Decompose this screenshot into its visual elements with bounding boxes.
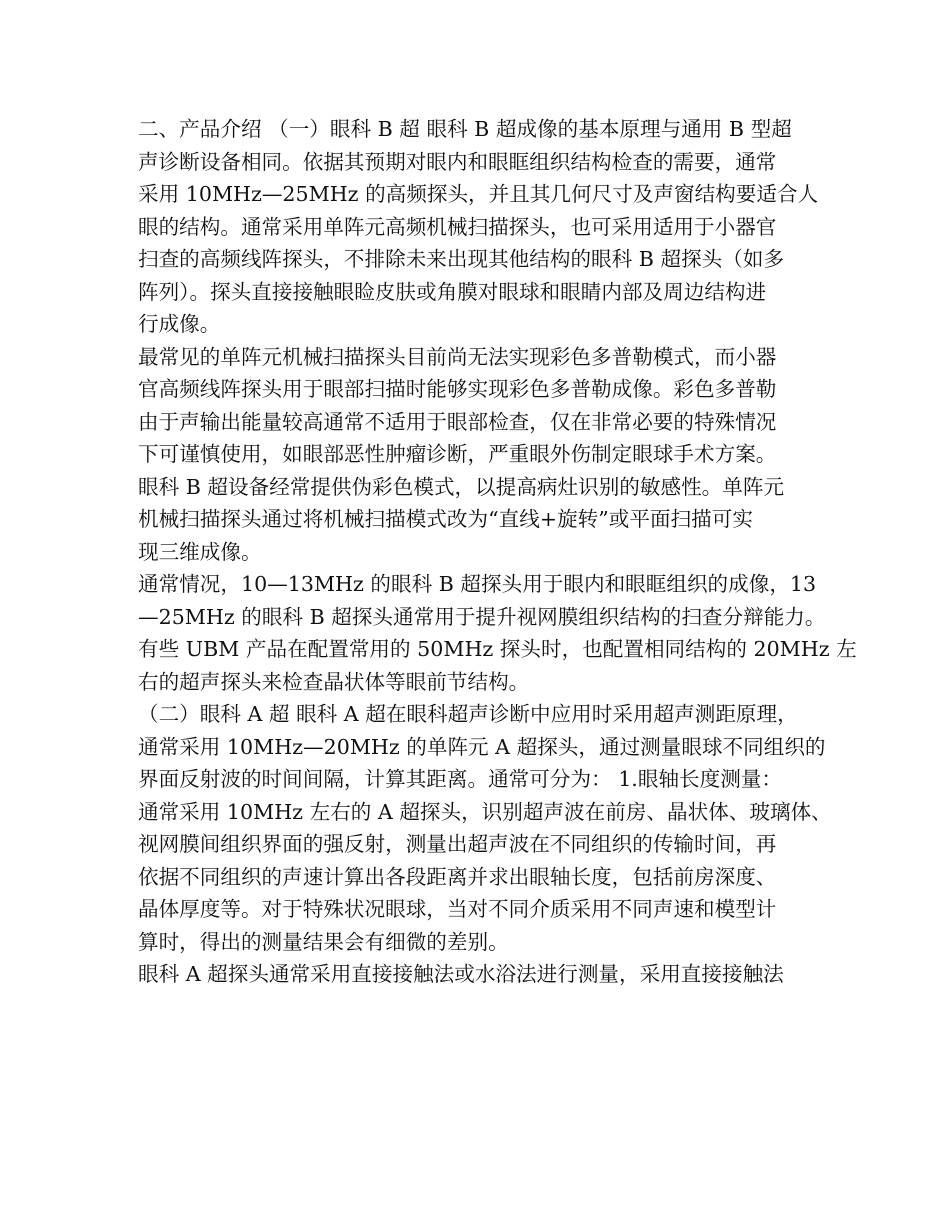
text-line: 眼的结构。通常采用单阵元高频机械扫描探头，也可采用适用于小器官 xyxy=(138,214,777,239)
text-line: 由于声输出能量较高通常不适用于眼部检查，仅在非常必要的特殊情况 xyxy=(138,409,777,434)
text-line: 界面反射波的时间间隔，计算其距离。通常可分为： 1.眼轴长度测量： xyxy=(138,767,783,791)
text-line: 依据不同组织的声速计算出各段距离并求出眼轴长度，包括前房深度、 xyxy=(138,864,777,889)
text-line: 声诊断设备相同。依据其预期对眼内和眼眶组织结构检查的需要，通常 xyxy=(138,149,777,174)
text-line: 行成像。 xyxy=(138,312,221,336)
text-line: 晶体厚度等。对于特殊状况眼球，当对不同介质采用不同声速和模型计 xyxy=(138,897,777,921)
text-line: 阵列）。探头直接接触眼睑皮肤或角膜对眼球和眼睛内部及周边结构进 xyxy=(138,279,767,304)
text-line: 官高频线阵探头用于眼部扫描时能够实现彩色多普勒成像。彩色多普勒 xyxy=(138,377,777,401)
text-line: 通常采用 10MHz 左右的 A 超探头，识别超声波在前房、晶状体、玻璃体、 xyxy=(138,799,832,824)
text-line: 右的超声探头来检查晶状体等眼前节结构。 xyxy=(138,669,530,694)
text-line: 机械扫描探头通过将机械扫描模式改为“直线+旋转”或平面扫描可实 xyxy=(138,507,753,531)
text-line: 有些 UBM 产品在配置常用的 50MHz 探头时，也配置相同结构的 20MHz 左 xyxy=(138,637,857,661)
text-line: 通常情况，10—13MHz 的眼科 B 超探头用于眼内和眼眶组织的成像，13 xyxy=(138,572,817,596)
text-line: 算时，得出的测量结果会有细微的差别。 xyxy=(138,929,509,954)
text-line: 通常采用 10MHz—20MHz 的单阵元 A 超探头，通过测量眼球不同组织的 xyxy=(138,734,826,759)
text-line: 扫查的高频线阵探头，不排除未来出现其他结构的眼科 B 超探头（如多 xyxy=(138,247,785,271)
text-line: 眼科 B 超设备经常提供伪彩色模式，以提高病灶识别的敏感性。单阵元 xyxy=(138,474,785,499)
text-line: 下可谨慎使用，如眼部恶性肿瘤诊断，严重眼外伤制定眼球手术方案。 xyxy=(138,442,777,466)
text-line: —25MHz 的眼科 B 超探头通常用于提升视网膜组织结构的扫查分辩能力。 xyxy=(138,604,826,629)
text-line: 眼科 A 超探头通常采用直接接触法或水浴法进行测量，采用直接接触法 xyxy=(138,962,784,986)
text-line: 视网膜间组织界面的强反射，测量出超声波在不同组织的传输时间，再 xyxy=(138,832,777,856)
text-line: （二）眼科 A 超 眼科 A 超在眼科超声诊断中应用时采用超声测距原理， xyxy=(138,702,798,726)
text-line: 采用 10MHz—25MHz 的高频探头，并且其几何尺寸及声窗结构要适合人 xyxy=(138,182,819,206)
text-line: 二、产品介绍 （一）眼科 B 超 眼科 B 超成像的基本原理与通用 B 型超 xyxy=(138,117,792,141)
text-line: 最常见的单阵元机械扫描探头目前尚无法实现彩色多普勒模式，而小器 xyxy=(138,344,777,369)
text-line: 现三维成像。 xyxy=(138,539,262,564)
document-body xyxy=(138,113,857,991)
